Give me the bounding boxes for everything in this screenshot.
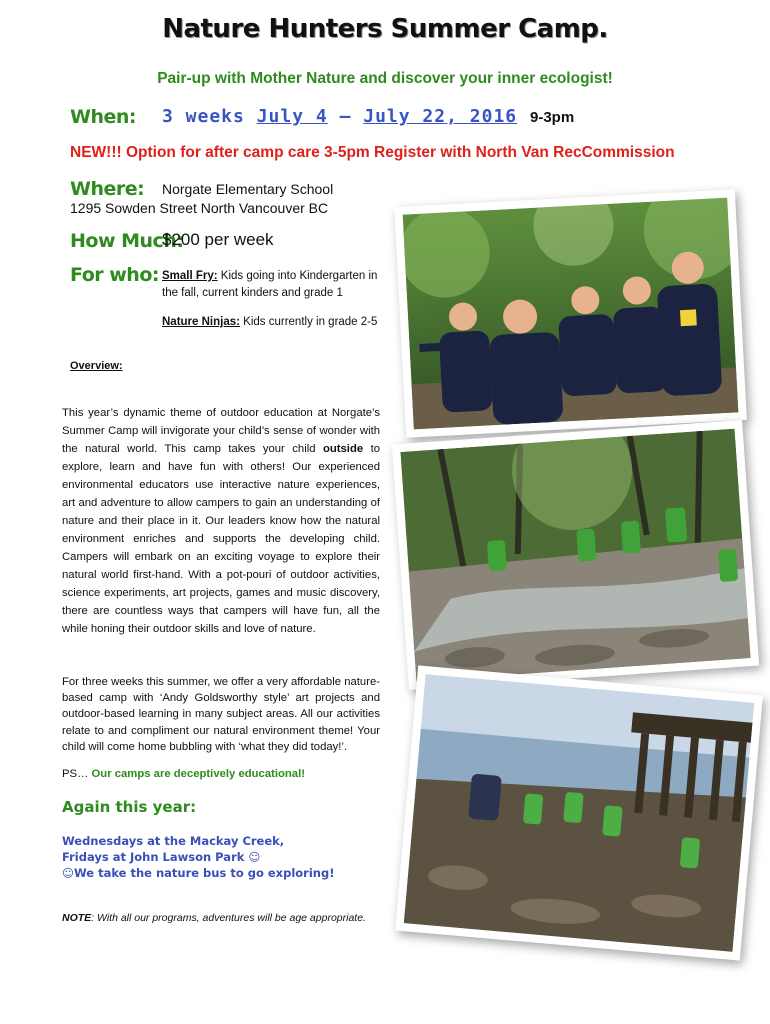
dates-separator: – — [327, 106, 364, 127]
note-text: : With all our programs, adventures will be age appropriate. — [91, 912, 366, 924]
again-line-friday: Fridays at John Lawson Park ☺ — [62, 850, 261, 864]
ps-highlight: Our camps are deceptively educational! — [91, 768, 305, 780]
end-date: July 22, 2016 — [363, 106, 518, 127]
page-title: Nature Hunters Summer Camp. — [162, 14, 608, 44]
ps-line — [62, 768, 305, 780]
overview-paragraph-1 — [62, 404, 380, 638]
camp-dates — [162, 106, 517, 127]
para1-text-a: This year’s dynamic theme of outdoor education at Norgate’s Summer Camp will invigorate your child’s sense of wonder with the natural world. This camp takes your child — [62, 407, 380, 455]
tagline: Pair-up with Mother Nature and discover your inner ecologist! — [157, 70, 613, 87]
overview-label: Overview: — [70, 360, 123, 372]
where-label: Where: — [70, 178, 145, 200]
para1-text-b: to explore, learn and have fun with others! Our experienced environmental educators use interactive nature experiences, art and adventure to allow campers to gain an understanding of nature and their place in it. Our leaders know how the natural environment enriches and supports the developing child. Campers will embark on an exciting voyage to explore their natural world first-hand. With a pot-pouri of outdoor activities, science experiments, art projects, games and music discovery, there are countless ways that campers will have fun, all the while honing their outdoor skills and love of nature. — [62, 443, 380, 635]
ps-prefix: PS… — [62, 768, 92, 780]
again-line-wednesday: Wednesdays at the Mackay Creek, — [62, 834, 285, 848]
note — [62, 912, 366, 924]
note-label: NOTE — [62, 912, 92, 924]
group-desc: Kids currently in grade 2-5 — [239, 316, 378, 328]
group-small-fry — [162, 268, 382, 302]
after-care-notice: NEW!!! Option for after camp care 3-5pm Register with North Van RecCommission — [70, 144, 675, 161]
school-name: Norgate Elementary School — [162, 181, 334, 197]
again-line-bus: ☺We take the nature bus to go exploring! — [62, 866, 335, 880]
price: $200 per week — [162, 230, 274, 249]
overview-paragraph-2: For three weeks this summer, we offer a very affordable nature-based camp with ‘Andy Goldsworthy style’ art projects and outdoor-based learning in many subject areas. All our activities relate to and compliment our natural environment theme! Your child will come home bubbling with ‘what they did today!’. — [62, 676, 380, 753]
school-address: 1295 Sowden Street North Vancouver BC — [70, 200, 329, 216]
for-who-label: For who: — [70, 264, 159, 286]
creek-exploring-photo — [392, 420, 759, 690]
beach-pier-photo — [395, 665, 763, 960]
again-title: Again this year: — [62, 798, 197, 816]
when-label: When: — [70, 106, 136, 128]
how-much-label: How Much: — [70, 230, 184, 252]
group-nature-ninjas — [162, 314, 382, 331]
group-name: Small Fry: — [162, 270, 218, 282]
campers-group-photo — [394, 189, 747, 438]
para1-bold: outside — [322, 443, 364, 455]
group-name: Nature Ninjas: — [162, 316, 240, 328]
camp-hours: 9-3pm — [530, 109, 575, 126]
group-desc: Kids going into Kindergarten in the fall, current kinders and grade 1 — [162, 270, 378, 299]
dates-prefix: 3 weeks — [162, 106, 257, 127]
start-date: July 4 — [256, 106, 328, 127]
